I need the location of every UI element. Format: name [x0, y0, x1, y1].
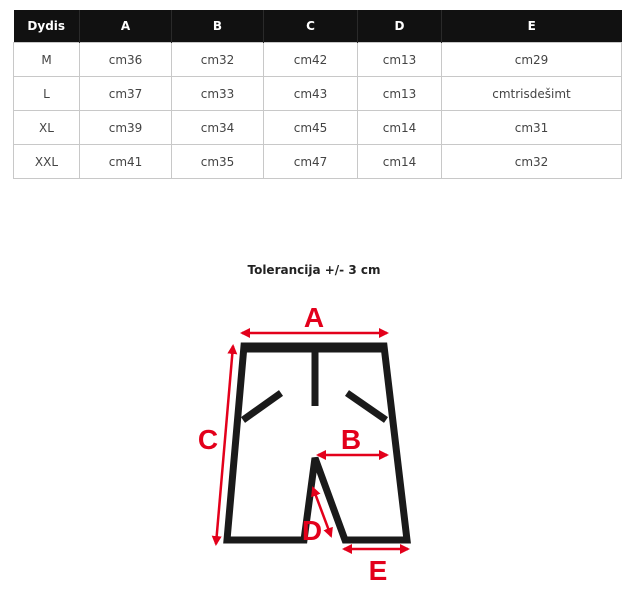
cell-a: cm36	[80, 43, 172, 77]
header-b: B	[172, 10, 264, 43]
cell-b: cm33	[172, 77, 264, 111]
cell-d: cm14	[358, 111, 442, 145]
cell-d: cm13	[358, 43, 442, 77]
cell-c: cm47	[264, 145, 358, 179]
cell-a: cm39	[80, 111, 172, 145]
cell-e: cmtrisdešimt	[442, 77, 622, 111]
header-a: A	[80, 10, 172, 43]
header-size: Dydis	[14, 10, 80, 43]
cell-c: cm45	[264, 111, 358, 145]
cell-c: cm43	[264, 77, 358, 111]
cell-d: cm14	[358, 145, 442, 179]
header-c: C	[264, 10, 358, 43]
label-e: E	[368, 555, 388, 586]
cell-b: cm32	[172, 43, 264, 77]
cell-b: cm35	[172, 145, 264, 179]
header-e: E	[442, 10, 622, 43]
cell-e: cm32	[442, 145, 622, 179]
label-b: B	[340, 424, 362, 455]
cell-e: cm31	[442, 111, 622, 145]
cell-c: cm42	[264, 43, 358, 77]
tolerance-note: Tolerancija +/- 3 cm	[247, 263, 381, 277]
cell-e: cm29	[442, 43, 622, 77]
cell-d: cm13	[358, 77, 442, 111]
shorts-outline	[227, 346, 407, 540]
cell-size: XL	[14, 111, 80, 145]
right-pocket-line	[347, 393, 386, 420]
header-d: D	[358, 10, 442, 43]
cell-size: L	[14, 77, 80, 111]
cell-a: cm41	[80, 145, 172, 179]
label-c: C	[197, 424, 219, 455]
label-d: D	[301, 515, 323, 546]
cell-size: M	[14, 43, 80, 77]
cell-size: XXL	[14, 145, 80, 179]
cell-a: cm37	[80, 77, 172, 111]
label-a: A	[303, 302, 325, 333]
left-pocket-line	[243, 393, 281, 420]
cell-b: cm34	[172, 111, 264, 145]
